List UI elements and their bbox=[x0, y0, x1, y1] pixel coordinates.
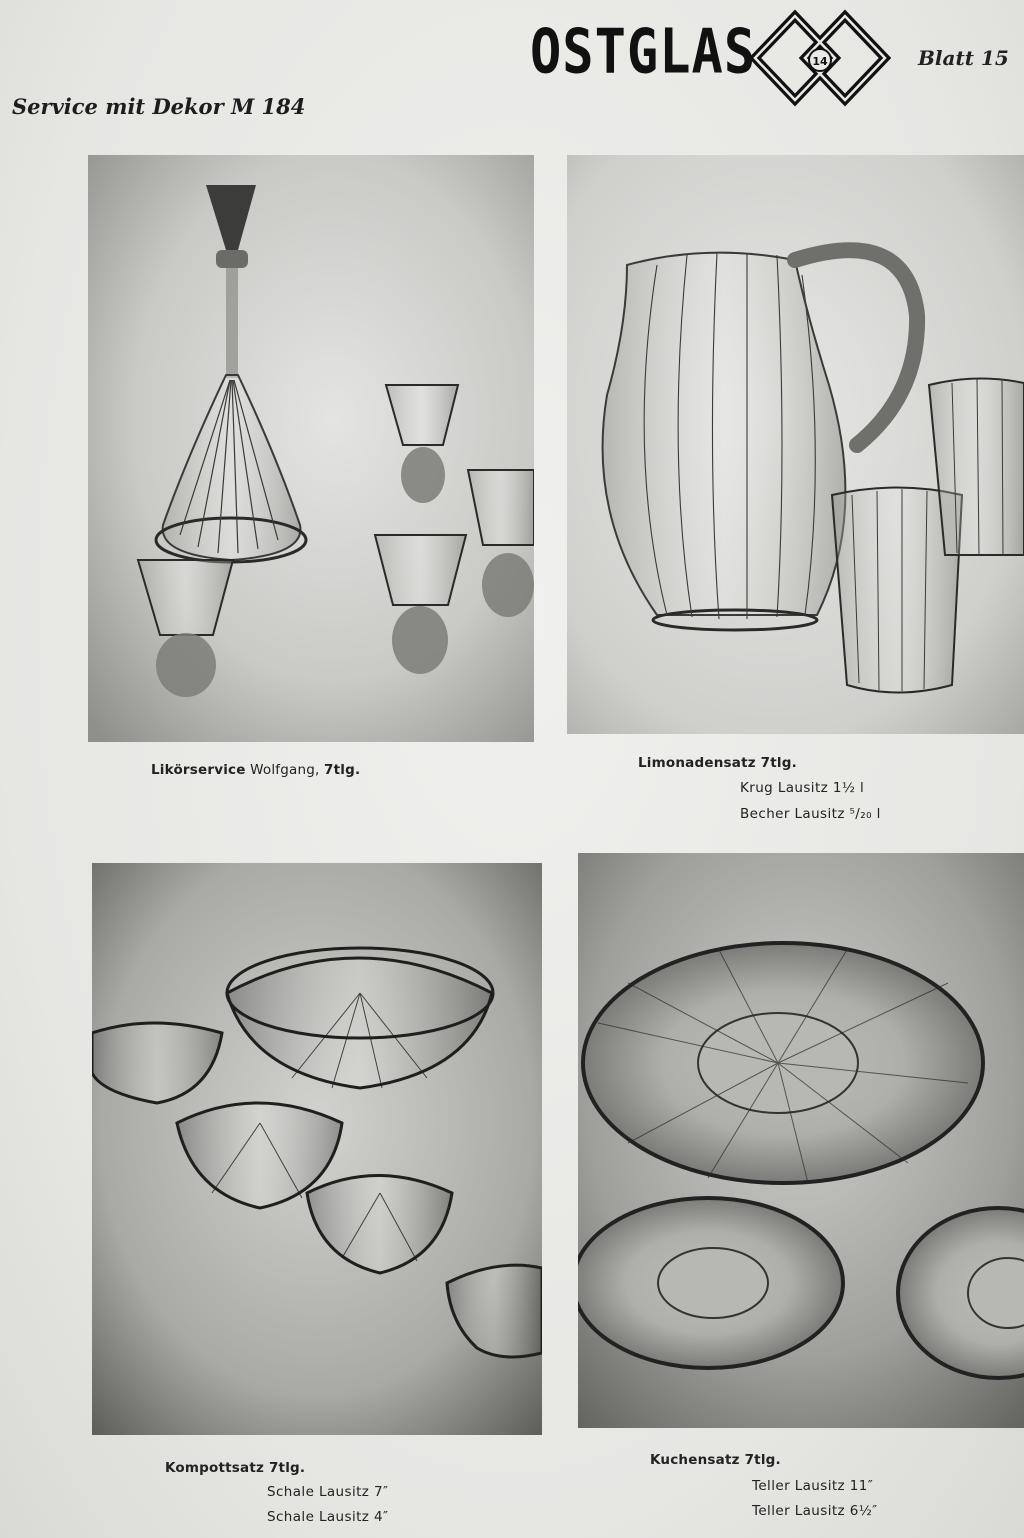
caption-liqueur-title: Likörservice bbox=[151, 762, 246, 778]
caption-compote-title: Kompottsatz 7tlg. bbox=[165, 1460, 306, 1476]
caption-liqueur-count: 7tlg. bbox=[324, 762, 361, 778]
caption-lemonade-title: Limonadensatz 7tlg. bbox=[638, 755, 797, 771]
page-subtitle: Service mit Dekor M 184 bbox=[12, 94, 306, 119]
sheet-number: Blatt 15 bbox=[918, 46, 1009, 70]
caption-compote-set bbox=[165, 1460, 305, 1476]
caption-cake-set bbox=[650, 1452, 781, 1468]
large-plate bbox=[583, 943, 983, 1183]
caption-cake-title: Kuchensatz 7tlg. bbox=[650, 1452, 781, 1468]
photo-lemonade-set bbox=[567, 155, 1024, 734]
caption-compote-line-1: Schale Lausitz 7″ bbox=[267, 1484, 389, 1500]
photo-cake-set bbox=[578, 853, 1024, 1428]
caption-lemonade-line-1: Krug Lausitz 1½ l bbox=[740, 780, 865, 796]
caption-liqueur-name: Wolfgang, bbox=[245, 762, 324, 778]
caption-lemonade-set bbox=[638, 755, 797, 771]
small-plate bbox=[578, 1198, 843, 1368]
photo-liqueur-set bbox=[88, 155, 534, 742]
caption-lemonade-line-2: Becher Lausitz ⁵/₂₀ l bbox=[740, 806, 881, 822]
photo-compote-set bbox=[92, 863, 542, 1435]
caption-liqueur-set bbox=[151, 762, 360, 778]
brand-title: OSTGLAS bbox=[530, 17, 757, 89]
caption-cake-line-2: Teller Lausitz 6½″ bbox=[752, 1503, 878, 1519]
logo-number: 14 bbox=[812, 55, 828, 68]
caption-compote-line-2: Schale Lausitz 4″ bbox=[267, 1509, 389, 1525]
ostglas-logo bbox=[745, 8, 895, 108]
caption-cake-line-1: Teller Lausitz 11″ bbox=[752, 1478, 874, 1494]
